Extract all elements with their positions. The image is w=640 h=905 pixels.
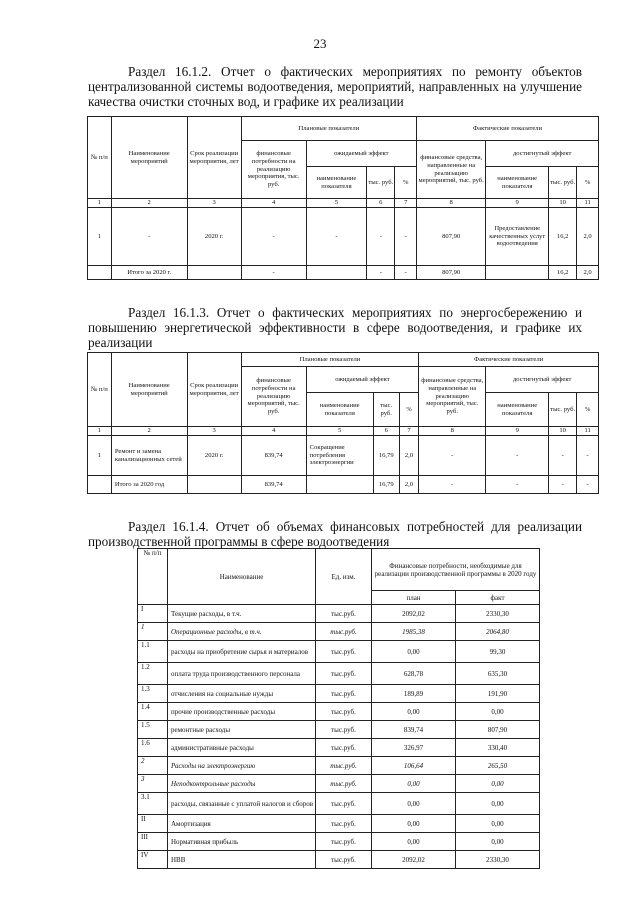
cell: 807,90 — [417, 266, 486, 280]
col-number: 4 — [241, 199, 306, 208]
table-row — [138, 685, 540, 703]
cell-plan: 0,00 — [372, 775, 456, 793]
cell-name: НВВ — [168, 851, 316, 869]
section-2-title: Раздел 16.1.3. Отчет о фактических мероприятиях по энергосбережению и повышению энергетической эффективности в сфере водоотведения, и графике их реализации — [88, 305, 582, 350]
header-fin-spent: финансовые средства, направленные на реализацию мероприятий, тыс. руб. — [419, 367, 486, 427]
cell: 839,74 — [241, 476, 306, 494]
cell-num: 3 — [138, 775, 168, 793]
header-num: № п/п — [88, 117, 112, 199]
table-row — [138, 775, 540, 793]
header-plan: план — [372, 591, 456, 605]
header-name: Наименование — [168, 549, 316, 605]
cell: - — [577, 436, 599, 476]
cell-num: 1.4 — [138, 703, 168, 721]
col-number: 1 — [88, 427, 112, 436]
cell-unit: тыс.руб. — [316, 815, 372, 833]
cell: - — [395, 208, 417, 266]
col-number: 8 — [417, 199, 486, 208]
cell-name: ремонтные расходы — [168, 721, 316, 739]
cell-unit: тыс.руб. — [316, 775, 372, 793]
header-thous-rub: тыс. руб. — [373, 393, 399, 427]
cell: 16,79 — [373, 476, 399, 494]
section-3-title: Раздел 16.1.4. Отчет об объемах финансовых потребностей для реализации производственной программы в сфере водоотведения — [88, 519, 582, 549]
total-label: Итого за 2020 год — [111, 476, 187, 494]
cell: - — [306, 208, 367, 266]
col-number: 11 — [577, 199, 599, 208]
table-row — [138, 793, 540, 815]
total-row — [88, 266, 599, 280]
cell-unit: тыс.руб. — [316, 757, 372, 775]
cell-num: 2 — [138, 757, 168, 775]
cell-unit: тыс.руб. — [316, 623, 372, 641]
table-row — [138, 641, 540, 663]
header-num: № п/п — [88, 353, 112, 427]
cell: 807,90 — [417, 208, 486, 266]
header-actual: Фактические показатели — [417, 117, 599, 141]
cell: - — [367, 266, 395, 280]
cell: - — [241, 208, 306, 266]
header-indicator-name: наименование показателя — [306, 393, 373, 427]
table-row — [138, 721, 540, 739]
col-number: 6 — [367, 199, 395, 208]
cell-num: I — [138, 605, 168, 623]
cell-plan: 628,78 — [372, 663, 456, 685]
header-period: Срок реализации мероприятия, лет — [187, 117, 241, 199]
table-row — [138, 623, 540, 641]
cell-plan: 0,00 — [372, 833, 456, 851]
cell: 1 — [88, 436, 112, 476]
cell-plan: 2092,02 — [372, 605, 456, 623]
cell-num: 1.2 — [138, 663, 168, 685]
header-expected-effect: ожидаемый эффект — [306, 367, 419, 393]
cell: 2,0 — [577, 266, 599, 280]
header-fin-spent: финансовые средства, направленные на реализацию мероприятий, тыс. руб. — [417, 141, 486, 199]
header-indicator-name: наименование показателя — [486, 393, 549, 427]
cell-unit: тыс.руб. — [316, 641, 372, 663]
cell-num: IV — [138, 851, 168, 869]
column-number-row — [88, 199, 599, 208]
cell-num: II — [138, 815, 168, 833]
table-row — [138, 757, 540, 775]
cell-num: 1 — [138, 623, 168, 641]
cell-fact: 330,40 — [456, 739, 540, 757]
col-number: 1 — [88, 199, 112, 208]
col-number: 8 — [419, 427, 486, 436]
col-number: 7 — [395, 199, 417, 208]
cell-name: отчисления на социальные нужды — [168, 685, 316, 703]
section-1-title: Раздел 16.1.2. Отчет о фактических мероприятиях по ремонту объектов централизованной системы водоотведения, мероприятий, направленных на улучшение качества очистки сточных вод, и графике их реализации — [88, 64, 582, 109]
header-percent: % — [577, 167, 599, 199]
header-percent: % — [399, 393, 419, 427]
section-2-table — [87, 352, 599, 494]
cell-name: расходы на приобретение сырья и материалов — [168, 641, 316, 663]
cell: 2,0 — [399, 476, 419, 494]
cell: 2,0 — [399, 436, 419, 476]
col-number: 4 — [241, 427, 306, 436]
cell-fact: 0,00 — [456, 833, 540, 851]
cell-fact: 0,00 — [456, 775, 540, 793]
col-number: 3 — [187, 427, 241, 436]
cell-fact: 265,50 — [456, 757, 540, 775]
cell-plan: 0,00 — [372, 815, 456, 833]
cell: Сокращение потребления электроэнергии — [306, 436, 373, 476]
header-thous-rub: тыс. руб. — [549, 167, 577, 199]
header-num: № п/п — [138, 549, 168, 605]
cell: 16,2 — [549, 266, 577, 280]
table-row — [138, 851, 540, 869]
col-number: 5 — [306, 199, 367, 208]
total-label: Итого за 2020 г. — [111, 266, 187, 280]
cell-unit: тыс.руб. — [316, 663, 372, 685]
cell-name: Неподконтрольные расходы — [168, 775, 316, 793]
section-3-table — [137, 548, 540, 869]
header-name: Наименование мероприятий — [111, 117, 187, 199]
table-row — [138, 815, 540, 833]
header-thous-rub: тыс. руб. — [367, 167, 395, 199]
cell-plan: 2092,02 — [372, 851, 456, 869]
cell-unit: тыс.руб. — [316, 703, 372, 721]
cell-unit: тыс.руб. — [316, 833, 372, 851]
header-percent: % — [577, 393, 599, 427]
header-indicator-name: наименование показателя — [306, 167, 367, 199]
cell: 16,79 — [373, 436, 399, 476]
cell-fact: 0,00 — [456, 793, 540, 815]
cell: 16,2 — [549, 208, 577, 266]
cell-name: Расходы на электроэнергию — [168, 757, 316, 775]
cell: - — [486, 476, 549, 494]
cell: - — [577, 476, 599, 494]
header-fin-needs: Финансовые потребности, необходимые для реализации производственной программы в 2020 году — [372, 549, 540, 591]
header-planned: Плановые показатели — [241, 353, 419, 367]
cell-name: Текущие расходы, в т.ч. — [168, 605, 316, 623]
cell-plan: 0,00 — [372, 641, 456, 663]
col-number: 7 — [399, 427, 419, 436]
table-row — [138, 663, 540, 685]
header-expected-effect: ожидаемый эффект — [306, 141, 416, 167]
table-row — [88, 436, 599, 476]
cell: 2020 г. — [187, 436, 241, 476]
cell-fact: 191,90 — [456, 685, 540, 703]
cell-fact: 0,00 — [456, 703, 540, 721]
table-row — [138, 833, 540, 851]
cell-plan: 1985,38 — [372, 623, 456, 641]
col-number: 5 — [306, 427, 373, 436]
cell-num: 3.1 — [138, 793, 168, 815]
cell-name: расходы, связанные с уплатой налогов и сборов — [168, 793, 316, 815]
col-number: 10 — [549, 427, 577, 436]
cell-unit: тыс.руб. — [316, 851, 372, 869]
cell-plan: 0,00 — [372, 703, 456, 721]
col-number: 9 — [486, 427, 549, 436]
cell-name: прочие производственные расходы — [168, 703, 316, 721]
cell: - — [549, 436, 577, 476]
cell: 1 — [88, 208, 112, 266]
col-number: 11 — [577, 427, 599, 436]
cell-fact: 0,00 — [456, 815, 540, 833]
cell-fact: 2064,80 — [456, 623, 540, 641]
cell-name: Амортизация — [168, 815, 316, 833]
header-indicator-name: наименование показателя — [486, 167, 549, 199]
cell-plan: 326,97 — [372, 739, 456, 757]
cell-fact: 807,90 — [456, 721, 540, 739]
col-number: 6 — [373, 427, 399, 436]
cell-unit: тыс.руб. — [316, 793, 372, 815]
cell-name: Операционные расходы, в т.ч. — [168, 623, 316, 641]
table-row — [138, 605, 540, 623]
cell: - — [419, 436, 486, 476]
header-thous-rub: тыс. руб. — [549, 393, 577, 427]
cell: Предоставление качественных услуг водоотведения — [486, 208, 549, 266]
cell-unit: тыс.руб. — [316, 721, 372, 739]
cell: 839,74 — [241, 436, 306, 476]
section-1-table — [87, 116, 599, 280]
header-unit: Ед. изм. — [316, 549, 372, 605]
cell-plan: 106,64 — [372, 757, 456, 775]
cell-unit: тыс.руб. — [316, 739, 372, 757]
table-row — [138, 739, 540, 757]
cell: - — [419, 476, 486, 494]
col-number: 2 — [111, 199, 187, 208]
col-number: 9 — [486, 199, 549, 208]
cell: Ремонт и замена канализационных сетей — [111, 436, 187, 476]
col-number: 10 — [549, 199, 577, 208]
cell: - — [241, 266, 306, 280]
header-achieved-effect: достигнутый эффект — [486, 141, 599, 167]
cell: - — [486, 436, 549, 476]
cell-name: Нормативная прибыль — [168, 833, 316, 851]
header-fact: факт — [456, 591, 540, 605]
total-row — [88, 476, 599, 494]
cell: - — [395, 266, 417, 280]
header-percent: % — [395, 167, 417, 199]
cell-num: 1.3 — [138, 685, 168, 703]
cell-name: административные расходы — [168, 739, 316, 757]
page-number: 23 — [313, 36, 327, 51]
cell-fact: 635,30 — [456, 663, 540, 685]
cell-fact: 2330,30 — [456, 851, 540, 869]
cell: 2,0 — [577, 208, 599, 266]
header-planned: Плановые показатели — [241, 117, 416, 141]
cell: - — [549, 476, 577, 494]
cell-num: III — [138, 833, 168, 851]
cell-fact: 2330,30 — [456, 605, 540, 623]
cell-unit: тыс.руб. — [316, 605, 372, 623]
cell: - — [367, 208, 395, 266]
header-actual: Фактические показатели — [419, 353, 599, 367]
cell-fact: 99,30 — [456, 641, 540, 663]
cell-plan: 0,00 — [372, 793, 456, 815]
cell-name: оплата труда производственного персонала — [168, 663, 316, 685]
cell-num: 1.1 — [138, 641, 168, 663]
header-fin-need: финансовые потребности на реализацию мероприятий, тыс. руб. — [241, 367, 306, 427]
cell: - — [111, 208, 187, 266]
col-number: 3 — [187, 199, 241, 208]
cell-plan: 189,89 — [372, 685, 456, 703]
cell-num: 1.6 — [138, 739, 168, 757]
header-period: Срок реализации мероприятия, лет — [187, 353, 241, 427]
cell-num: 1.5 — [138, 721, 168, 739]
header-fin-need: финансовые потребности на реализацию мероприятия, тыс. руб. — [241, 141, 306, 199]
table-row — [138, 703, 540, 721]
cell-unit: тыс.руб. — [316, 685, 372, 703]
cell-plan: 839,74 — [372, 721, 456, 739]
column-number-row — [88, 427, 599, 436]
header-achieved-effect: достигнутый эффект — [486, 367, 599, 393]
table-row — [88, 208, 599, 266]
col-number: 2 — [111, 427, 187, 436]
cell: 2020 г. — [187, 208, 241, 266]
header-name: Наименование мероприятий — [111, 353, 187, 427]
